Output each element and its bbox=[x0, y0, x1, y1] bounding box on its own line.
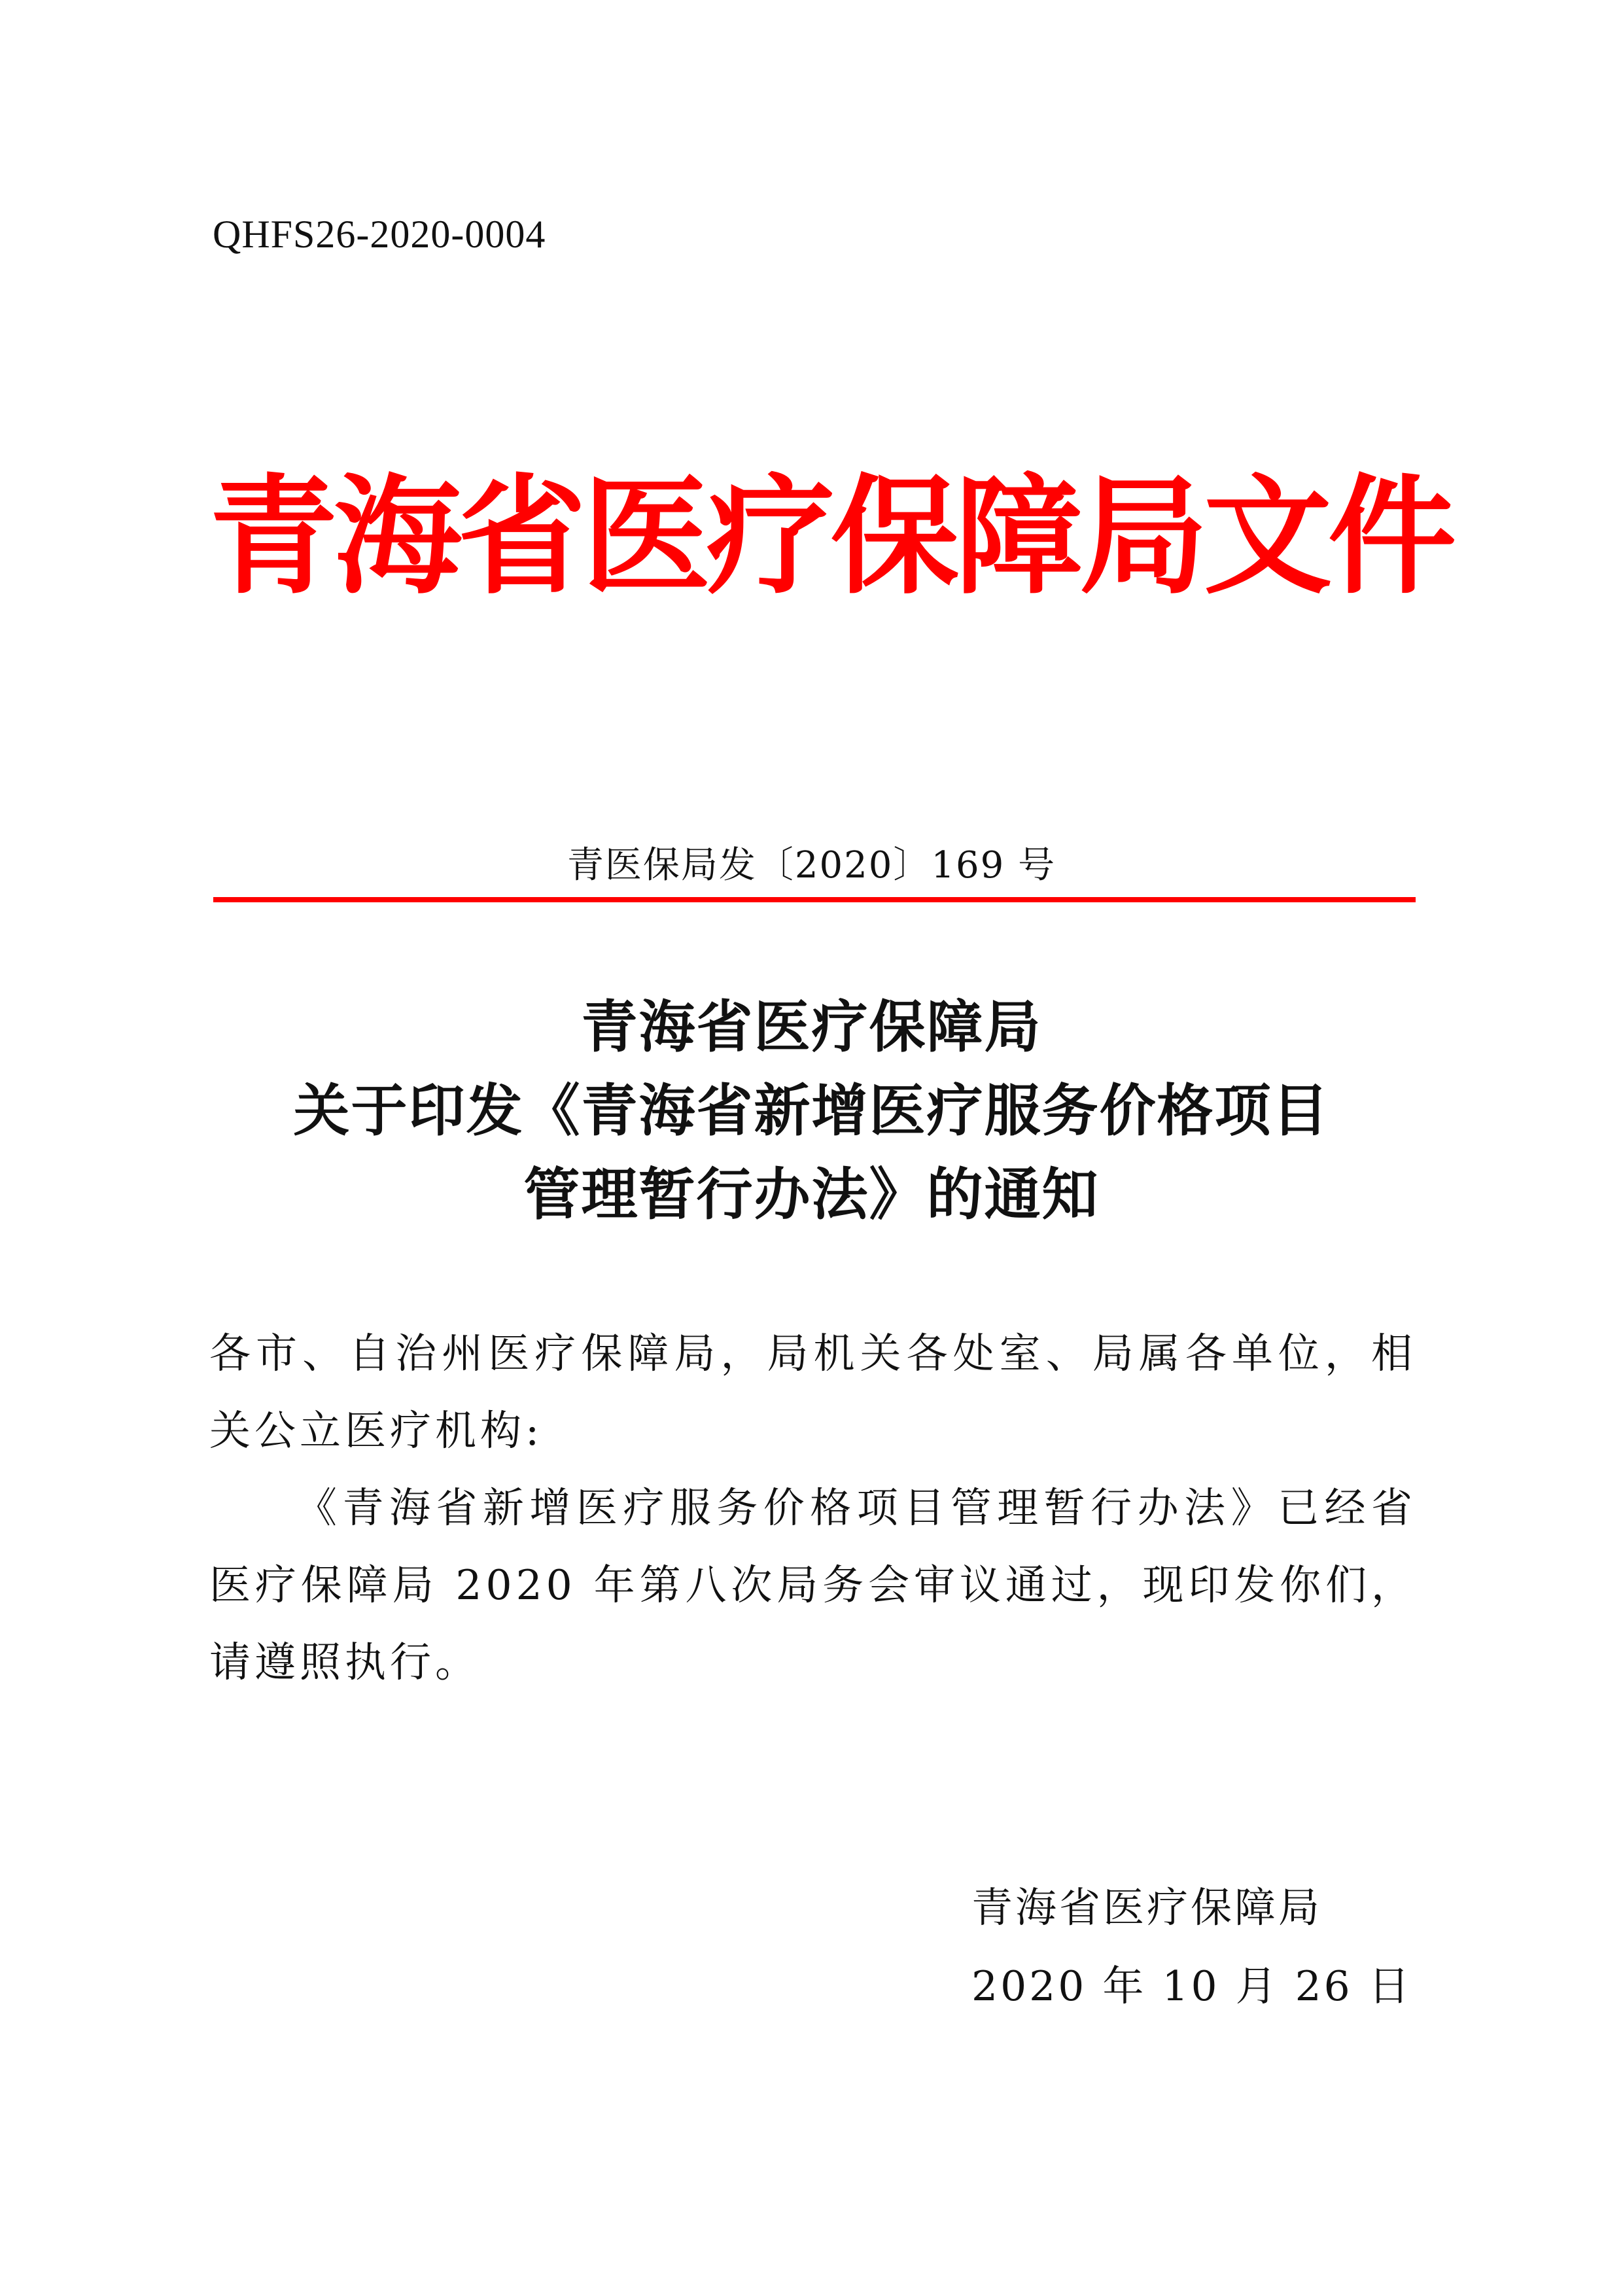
red-separator-line bbox=[213, 897, 1416, 902]
title-line-3: 管理暂行办法》的通知 bbox=[523, 1162, 1100, 1227]
document-number: 青医保局发〔2020〕169 号 bbox=[567, 844, 1056, 887]
masthead-title: 青海省医疗保障局文件 bbox=[209, 461, 1453, 612]
salutation: 各市、自治州医疗保障局，局机关各处室、局属各单位，相关公立医疗机构: bbox=[209, 1330, 1416, 1455]
title-line-1: 青海省医疗保障局 bbox=[581, 995, 1042, 1060]
notice-title bbox=[0, 985, 1623, 1237]
sign-date: 2020 年 10 月 26 日 bbox=[971, 1962, 1412, 2010]
body-paragraph: 《青海省新增医疗服务价格项目管理暂行办法》已经省医疗保障局 2020 年第八次局务会审议通过，现印发你们，请遵照执行。 bbox=[209, 1484, 1416, 1686]
title-line-2: 关于印发《青海省新增医疗服务价格项目 bbox=[293, 1078, 1330, 1144]
signer: 青海省医疗保障局 bbox=[971, 1884, 1322, 1932]
document-code: QHFS26-2020-0004 bbox=[213, 213, 546, 256]
